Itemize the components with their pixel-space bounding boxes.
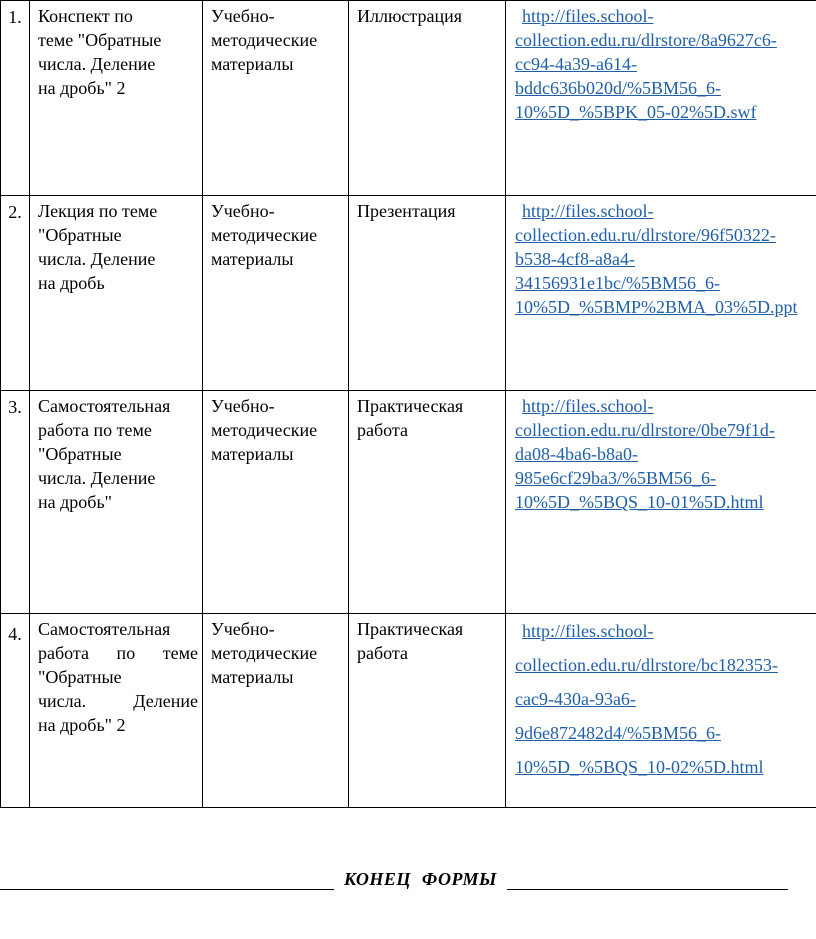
resource-link-cell: [506, 1, 816, 196]
resource-kind: Презентация: [349, 196, 506, 391]
form-end-label: КОНЕЦ ФОРМЫ: [344, 869, 497, 889]
resource-link-cell: [506, 196, 816, 391]
row-number: 2.: [1, 196, 30, 391]
footer-rule-left: [0, 889, 334, 890]
resource-link[interactable]: 10%5D_%5BMP%2BMA_03%5D.ppt: [515, 297, 798, 317]
resource-link[interactable]: collection.edu.ru/dlrstore/bc182353-: [515, 655, 778, 675]
resource-kind: Практическая работа: [349, 391, 506, 614]
resource-link[interactable]: 34156931e1bc/%5BM56_6-: [515, 273, 720, 293]
resource-kind: Иллюстрация: [349, 1, 506, 196]
resource-link[interactable]: bddc636b020d/%5BM56_6-: [515, 78, 721, 98]
resource-link[interactable]: http://files.school-: [522, 6, 654, 26]
resource-link[interactable]: b538-4cf8-a8a4-: [515, 249, 635, 269]
resource-title: Лекция по теме "Обратные числа. Деление на дробь: [30, 196, 203, 391]
resource-link-cell: [506, 614, 816, 808]
footer-rule-right: [507, 889, 788, 890]
resource-title: Самостоятельная работа по теме "Обратные числа. Деление на дробь": [30, 391, 203, 614]
resource-type: Учебно- методические материалы: [203, 196, 349, 391]
resource-link[interactable]: da08-4ba6-b8a0-: [515, 444, 638, 464]
form-end-footer: [0, 868, 790, 892]
resource-link[interactable]: 10%5D_%5BPK_05-02%5D.swf: [515, 102, 757, 122]
row-number: 4.: [1, 614, 30, 808]
resource-link[interactable]: collection.edu.ru/dlrstore/96f50322-: [515, 225, 776, 245]
table-row: [1, 1, 816, 196]
resource-link[interactable]: 985e6cf29ba3/%5BM56_6-: [515, 468, 716, 488]
resource-title: Конспект по теме "Обратные числа. Деление на дробь" 2: [30, 1, 203, 196]
resource-link[interactable]: 9d6e872482d4/%5BM56_6-: [515, 723, 721, 743]
resource-link[interactable]: http://files.school-: [522, 396, 654, 416]
resource-link[interactable]: collection.edu.ru/dlrstore/8a9627c6-: [515, 30, 777, 50]
resource-link[interactable]: http://files.school-: [522, 621, 654, 641]
resource-link[interactable]: cc94-4a39-a614-: [515, 54, 637, 74]
resource-type: Учебно- методические материалы: [203, 391, 349, 614]
resource-link-cell: [506, 391, 816, 614]
table-row: [1, 196, 816, 391]
resource-type: Учебно- методические материалы: [203, 614, 349, 808]
resource-link[interactable]: http://files.school-: [522, 201, 654, 221]
resource-type: Учебно- методические материалы: [203, 1, 349, 196]
row-number: 3.: [1, 391, 30, 614]
resource-link[interactable]: cac9-430a-93a6-: [515, 689, 636, 709]
resource-title: Самостоятельная работа по теме "Обратные числа. Деление на дробь" 2: [30, 614, 203, 808]
row-number: 1.: [1, 1, 30, 196]
resource-link[interactable]: 10%5D_%5BQS_10-01%5D.html: [515, 492, 764, 512]
resource-link[interactable]: collection.edu.ru/dlrstore/0be79f1d-: [515, 420, 775, 440]
resource-link[interactable]: 10%5D_%5BQS_10-02%5D.html: [515, 757, 764, 777]
table-row: [1, 391, 816, 614]
resource-kind: Практическая работа: [349, 614, 506, 808]
table-row: [1, 614, 816, 808]
